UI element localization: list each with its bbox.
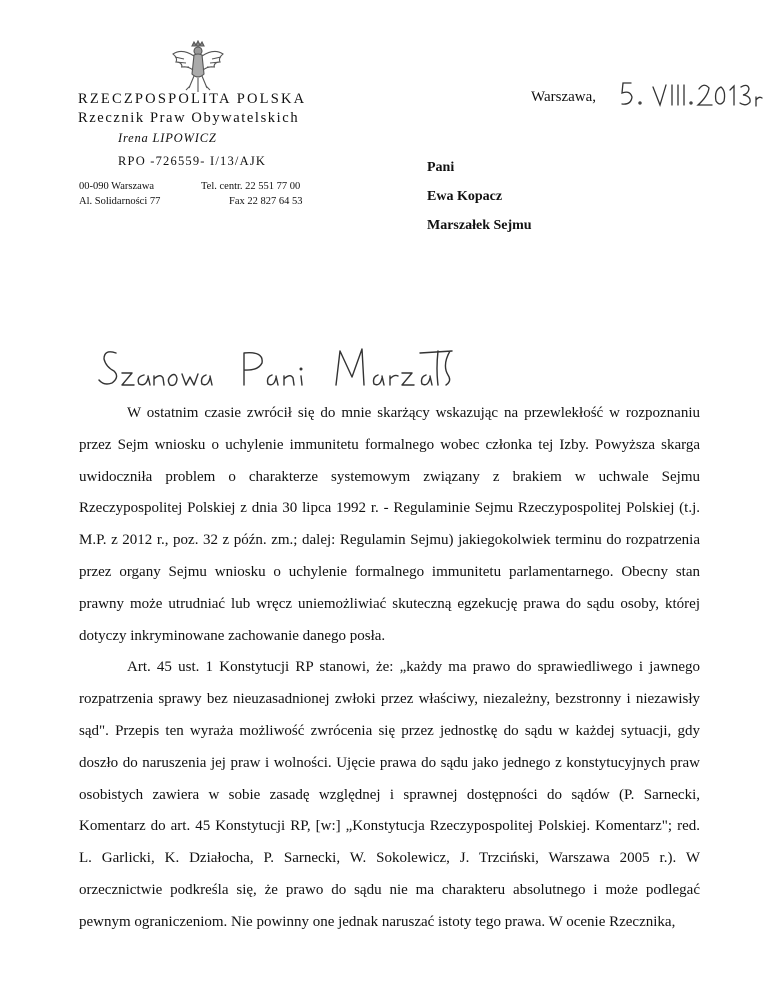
address-postcode-city: 00-090 Warszawa [79, 181, 155, 192]
eagle-emblem-icon [170, 40, 226, 94]
address-street: Al. Solidarności 77 [79, 196, 161, 207]
addressee-name: Ewa Kopacz [427, 189, 503, 204]
letter-body [79, 398, 700, 939]
addressee-line-1: Pani [427, 160, 455, 175]
handwritten-date [620, 74, 766, 112]
addressee-title: Marszałek Sejmu [427, 218, 532, 233]
place-label: Warszawa, [531, 89, 597, 105]
office-name: Rzecznik Praw Obywatelskich [78, 110, 300, 126]
handwritten-salutation [96, 343, 456, 399]
reference-number: RPO -726559- I/13/AJK [118, 154, 267, 168]
officer-name: Irena LIPOWICZ [118, 131, 217, 145]
body-paragraph-2: Art. 45 ust. 1 Konstytucji RP stanowi, że: „każdy ma prawo do sprawiedliwego i jawnego rozpatrzenia sprawy bez nieuzasadnionej zwłoki przez właściwy, niezależny, bezstronny i niezawisły sąd". Przepis ten wyraża możliwość zwrócenia się przez jednostkę do sądu w każdej sytuacji, gdy doszło do naruszenia jej praw i wolności. Ujęcie prawa do sądu jako jednego z konstytucyjnych praw osobistych zawiera w sobie zasadę względnej i sprawnej dostępności do sądów (P. Sarnecki, Komentarz do art. 45 Konstytucji RP, [w:] „Konstytucja Rzeczypospolitej Polskiej. Komentarz"; red. L. Garlicki, K. Działocha, P. Sarnecki, W. Sokolewicz, J. Trzciński, Warszawa 2005 r.). W orzecznictwie podkreśla się, że prawo do sądu nie ma charakteru absolutnego i może podlegać pewnym ograniczeniom. Nie powinny one jednak naruszać istoty tego prawa. W ocenie Rzecznika, [79, 659, 700, 930]
institution-name: RZECZPOSPOLITA POLSKA [78, 91, 307, 107]
fax-number: Fax 22 827 64 53 [229, 196, 303, 207]
body-paragraph-1: W ostatnim czasie zwrócił się do mnie skarżący wskazując na przewlekłość w rozpoznaniu przez Sejm wniosku o uchylenie immunitetu formalnego wobec członka tej Izby. Powyższa skarga uwidoczniła problem o charakterze systemowym związany z brakiem w uchwale Sejmu Rzeczypospolitej Polskiej z dnia 30 lipca 1992 r. - Regulaminie Sejmu Rzeczypospolitej Polskiej (t.j. M.P. z 2012 r., poz. 32 z późn. zm.; dalej: Regulamin Sejmu) jakiegokolwiek terminu do rozpatrzenia przez organy Sejmu wniosku o uchylenie formalnego immunitetu parlamentarnego. Obecny stan prawny może utrudniać lub wręcz uniemożliwiać skuteczną egzekucję prawa do sądu osoby, której dotyczy inkryminowane zachowanie danego posła. [79, 405, 700, 644]
phone-number: Tel. centr. 22 551 77 00 [201, 181, 301, 192]
